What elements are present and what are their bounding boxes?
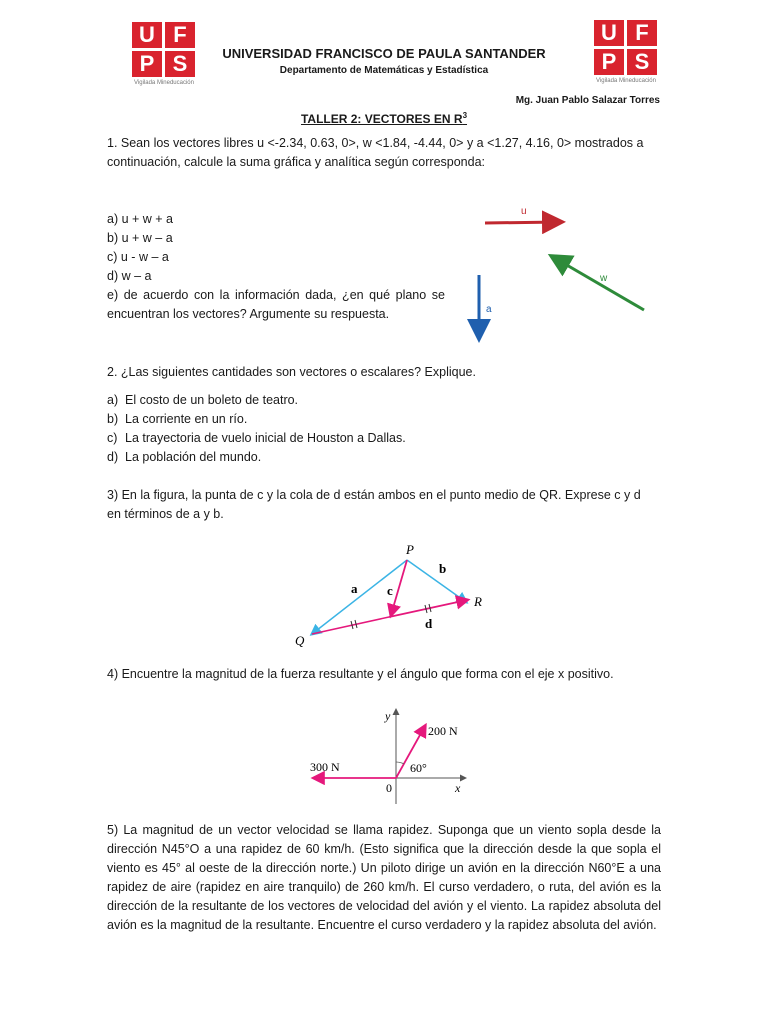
vector-b-arrow — [407, 560, 466, 602]
list-item — [107, 429, 655, 448]
page-title — [0, 111, 768, 126]
logo-letter: S — [627, 49, 657, 75]
angle-arc — [396, 762, 404, 764]
y-axis-label: y — [385, 709, 391, 723]
point-q-label: Q — [295, 633, 305, 648]
q1-vectors-figure — [460, 195, 690, 355]
list-item: a) u + w + a — [107, 212, 174, 226]
item-letter: a) — [107, 393, 119, 407]
force-200-label: 200 N — [428, 724, 458, 738]
x-axis-label: x — [455, 781, 461, 795]
list-item: b) u + w – a — [107, 231, 173, 245]
vector-c-label: c — [387, 583, 393, 598]
vector-u-arrow — [485, 222, 560, 223]
vector-d-arrow — [389, 600, 467, 617]
q1-intro: 1. Sean los vectores libres u <-2.34, 0.63, 0>, w <1.84, -4.44, 0> y a <1.27, 4.16, 0> mostrados a continuación, calcule la suma gráfica y analítica según corresponda: — [107, 136, 644, 169]
vector-b-label: b — [439, 561, 447, 576]
q3-triangle-figure — [285, 535, 495, 655]
item-text: La población del mundo. — [125, 450, 262, 464]
q1-list — [107, 210, 307, 286]
logo-letter: F — [165, 22, 195, 48]
q2-list — [107, 391, 655, 467]
point-r-label: R — [474, 594, 482, 609]
q4-forces-figure — [300, 700, 480, 805]
item-text: La corriente en un río. — [125, 412, 248, 426]
title-superscript: 3 — [462, 111, 468, 120]
q2-intro: 2. ¿Las siguientes cantidades son vectores o escalares? Explique. — [107, 365, 476, 379]
list-item: c) u - w – a — [107, 250, 169, 264]
department-name: Departamento de Matemáticas y Estadística — [279, 65, 489, 76]
item-letter: c) — [107, 431, 118, 445]
item-letter: d) — [107, 450, 119, 464]
q3-text: 3) En la figura, la punta de c y la cola de d están ambos en el punto medio de QR. Exprese c y d en términos de a y b. — [107, 488, 641, 521]
title-text: TALLER 2: VECTORES EN R — [300, 112, 463, 126]
logo-caption: Vigilada Mineducación — [134, 80, 194, 86]
logo-caption: Vigilada Mineducación — [596, 78, 656, 84]
vector-a-label: a — [486, 304, 492, 315]
logo-letter: U — [594, 20, 624, 46]
logo-letter: S — [165, 51, 195, 77]
angle-label: 60° — [410, 761, 427, 775]
item-text: El costo de un boleto de teatro. — [125, 393, 299, 407]
logo-letter: P — [132, 51, 162, 77]
origin-label: 0 — [386, 781, 392, 795]
item-text: La trayectoria de vuelo inicial de Houston a Dallas. — [125, 431, 406, 445]
professor-name: Mg. Juan Pablo Salazar Torres — [515, 95, 660, 106]
vector-w-arrow — [553, 257, 644, 310]
item-letter: b) — [107, 412, 119, 426]
q1-item-e: e) de acuerdo con la información dada, ¿en qué plano se encuentran los vectores? Argumente su respuesta. — [107, 288, 445, 321]
point-p-label: P — [406, 542, 414, 557]
vector-a-label: a — [351, 581, 358, 596]
logo-letter: F — [627, 20, 657, 46]
list-item — [107, 391, 655, 410]
q5-text: 5) La magnitud de un vector velocidad se llama rapidez. Suponga que un viento sopla desde la dirección N45°O a una rapidez de 60 km/h. (Esto significa que la dirección desde la que sopla el viento es 45° al oeste de la dirección norte.) Un piloto dirige un avión en la dirección N60°E a una rapidez de aire (rapidez en aire tranquilo) de 260 km/h. El curso verdadero, o ruta, del avión es la dirección de la resultante de los vectores de velocidad del avión y el viento. La rapidez absoluta del avión es la magnitud de la resultante. Encuentre el curso verdadero y la rapidez absoluta del avión. — [107, 823, 661, 932]
vector-u-label: u — [521, 206, 527, 217]
list-item — [107, 410, 655, 429]
list-item: d) w – a — [107, 269, 152, 283]
force-300-label: 300 N — [310, 760, 340, 774]
vector-w-label: w — [600, 273, 608, 284]
vector-c-arrow — [391, 560, 407, 615]
logo-letter: P — [594, 49, 624, 75]
logo-letter: U — [132, 22, 162, 48]
vector-d-label: d — [425, 616, 433, 631]
q4-text: 4) Encuentre la magnitud de la fuerza resultante y el ángulo que forma con el eje x positivo. — [107, 667, 614, 681]
list-item — [107, 448, 655, 467]
university-name: UNIVERSIDAD FRANCISCO DE PAULA SANTANDER — [222, 46, 546, 61]
